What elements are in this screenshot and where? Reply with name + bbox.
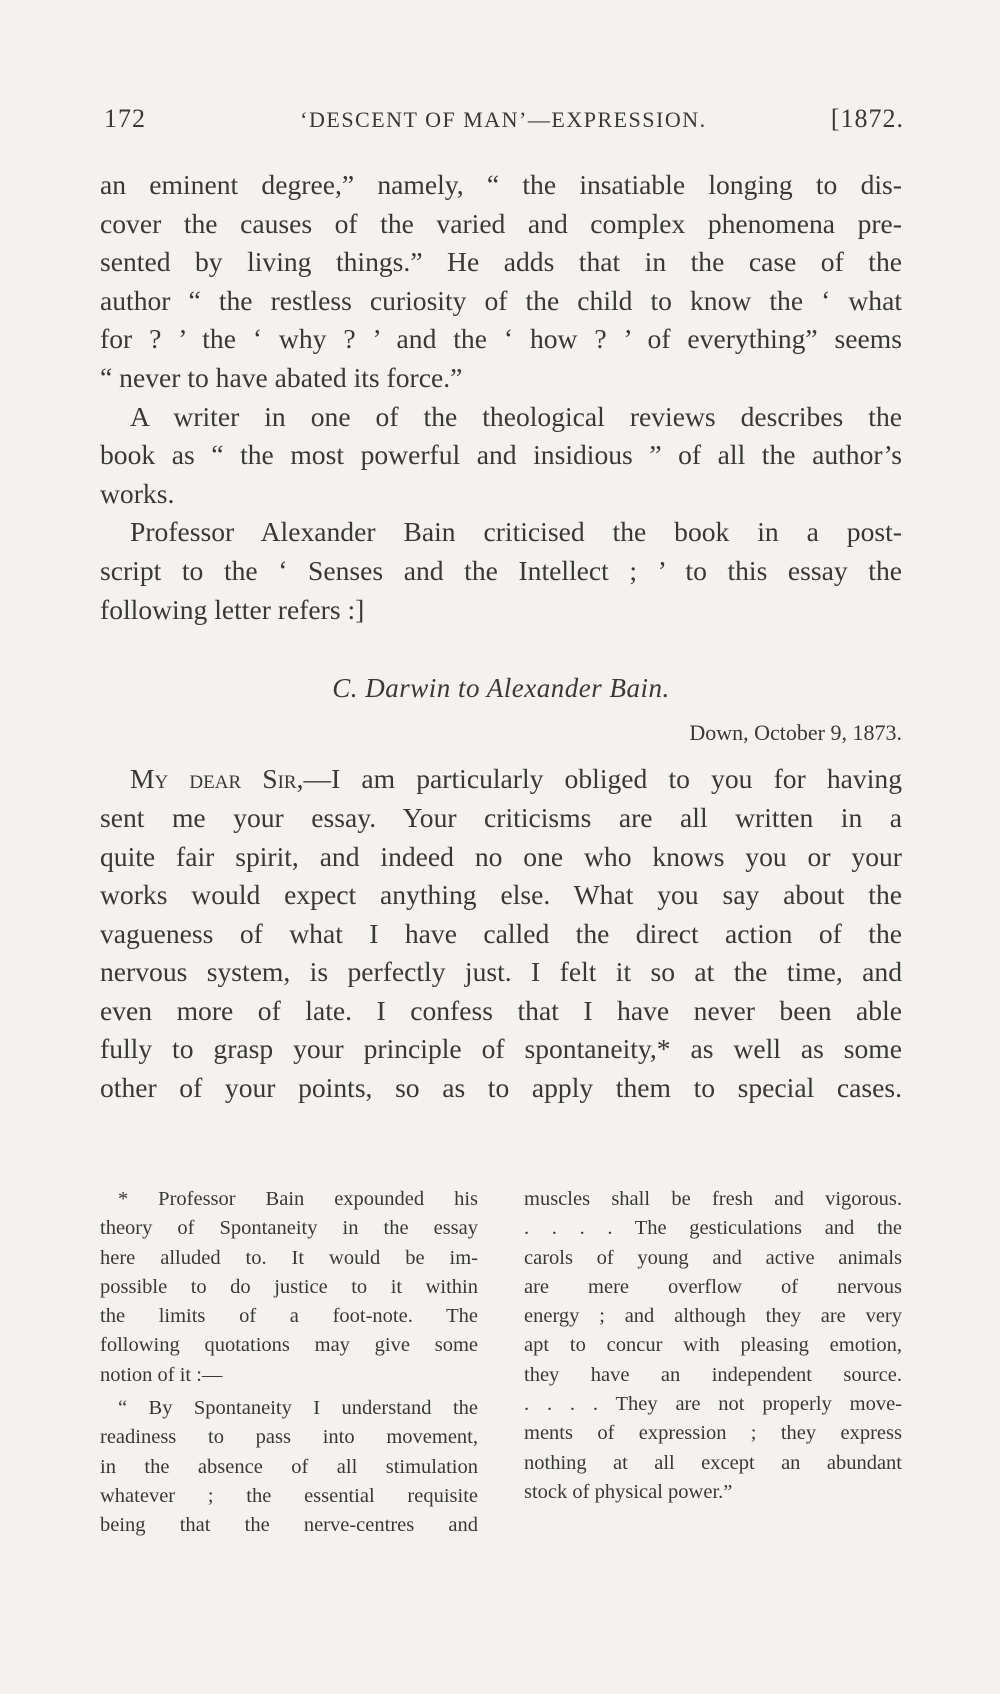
footnote-line: here alluded to. It would be im- bbox=[100, 1246, 478, 1269]
text-line: fully to grasp your principle of spontaneity,* as well as some bbox=[100, 1033, 902, 1065]
footnote-line: “ By Spontaneity I understand the bbox=[118, 1397, 478, 1420]
footnote-line: . . . . They are not properly move- bbox=[524, 1393, 902, 1416]
text-line: A writer in one of the theological reviews describes the bbox=[130, 400, 902, 432]
footnote-line: whatever ; the essential requisite bbox=[100, 1484, 478, 1507]
footnote-line: in the absence of all stimulation bbox=[100, 1455, 478, 1478]
footnote-line: theory of Spontaneity in the essay bbox=[100, 1217, 478, 1240]
footnote-quote bbox=[100, 1394, 478, 1540]
text-line: other of your points, so as to apply them to special cases. bbox=[100, 1072, 902, 1104]
paragraph-1 bbox=[100, 166, 902, 398]
paragraph-3 bbox=[100, 513, 902, 629]
text-line bbox=[100, 760, 902, 799]
text-line: even more of late. I confess that I have never been able bbox=[100, 994, 902, 1026]
footnote-line: apt to concur with pleasing emotion, bbox=[524, 1334, 902, 1357]
footnote-line: nothing at all except an abundant bbox=[524, 1451, 902, 1474]
running-title: ‘DESCENT OF MAN’—EXPRESSION. bbox=[300, 107, 707, 132]
footnote-line: . . . . The gesticulations and the bbox=[524, 1217, 902, 1240]
letter-salutation: My dear Sir bbox=[130, 763, 297, 795]
text-line: works would expect anything else. What you say about the bbox=[100, 879, 902, 911]
footnote-line: carols of young and active animals bbox=[524, 1246, 902, 1269]
footnote-line: readiness to pass into movement, bbox=[100, 1426, 478, 1449]
footnote-continuation bbox=[524, 1185, 902, 1507]
text-line: sented by living things.” He adds that in the case of the bbox=[100, 246, 902, 278]
footnote-column-left bbox=[100, 1185, 478, 1541]
letter-dateline: Down, October 9, 1873. bbox=[689, 719, 902, 745]
text-line: quite fair spirit, and indeed no one who knows you or your bbox=[100, 840, 902, 872]
footnote-column-right bbox=[524, 1185, 902, 1541]
footnote-line: are mere overflow of nervous bbox=[524, 1275, 902, 1298]
letter-first-line: ,—I am particularly obliged to you for having bbox=[296, 763, 902, 795]
footnote-line: ments of expression ; they express bbox=[524, 1422, 902, 1445]
text-line: works. bbox=[100, 477, 175, 509]
text-line: sent me your essay. Your criticisms are all written in a bbox=[100, 801, 902, 833]
text-line: “ never to have abated its force.” bbox=[100, 361, 463, 393]
paragraph-2 bbox=[100, 398, 902, 514]
footnote-line: possible to do justice to it within bbox=[100, 1275, 478, 1298]
main-text bbox=[100, 166, 902, 1108]
text-line: vagueness of what I have called the direct action of the bbox=[100, 917, 902, 949]
footnote-line: muscles shall be fresh and vigorous. bbox=[524, 1188, 902, 1210]
footnote-line: * Professor Bain expounded his bbox=[118, 1188, 478, 1210]
letter-paragraph bbox=[100, 760, 902, 1107]
footnote-line: being that the nerve-centres and bbox=[100, 1514, 478, 1537]
running-header bbox=[104, 104, 904, 134]
page-number: 172 bbox=[104, 104, 146, 133]
footnote-line: following quotations may give some bbox=[100, 1334, 478, 1357]
text-line: script to the ‘ Senses and the Intellect ; ’ to this essay the bbox=[100, 554, 902, 586]
text-line: Professor Alexander Bain criticised the book in a post- bbox=[130, 516, 902, 548]
letter-heading: C. Darwin to Alexander Bain. bbox=[332, 673, 670, 704]
footnote-line: energy ; and although they are very bbox=[524, 1305, 902, 1328]
text-line: for ? ’ the ‘ why ? ’ and the ‘ how ? ’ of everything” seems bbox=[100, 323, 902, 355]
text-line: author “ the restless curiosity of the child to know the ‘ what bbox=[100, 284, 902, 316]
footnote-line: the limits of a foot-note. The bbox=[100, 1305, 478, 1328]
text-line: book as “ the most powerful and insidious ” of all the author’s bbox=[100, 439, 902, 471]
footnote-intro bbox=[100, 1185, 478, 1390]
footnote-line: notion of it :— bbox=[100, 1363, 223, 1386]
text-line: nervous system, is perfectly just. I felt it so at the time, and bbox=[100, 956, 902, 988]
footnote-line: stock of physical power.” bbox=[524, 1480, 733, 1503]
footnotes bbox=[100, 1185, 902, 1541]
text-line: following letter refers :] bbox=[100, 593, 365, 625]
text-line: cover the causes of the varied and complex phenomena pre- bbox=[100, 207, 902, 239]
text-line: an eminent degree,” namely, “ the insatiable longing to dis- bbox=[100, 169, 902, 200]
footnote-line: they have an independent source. bbox=[524, 1363, 902, 1386]
header-year: [1872. bbox=[830, 104, 904, 133]
